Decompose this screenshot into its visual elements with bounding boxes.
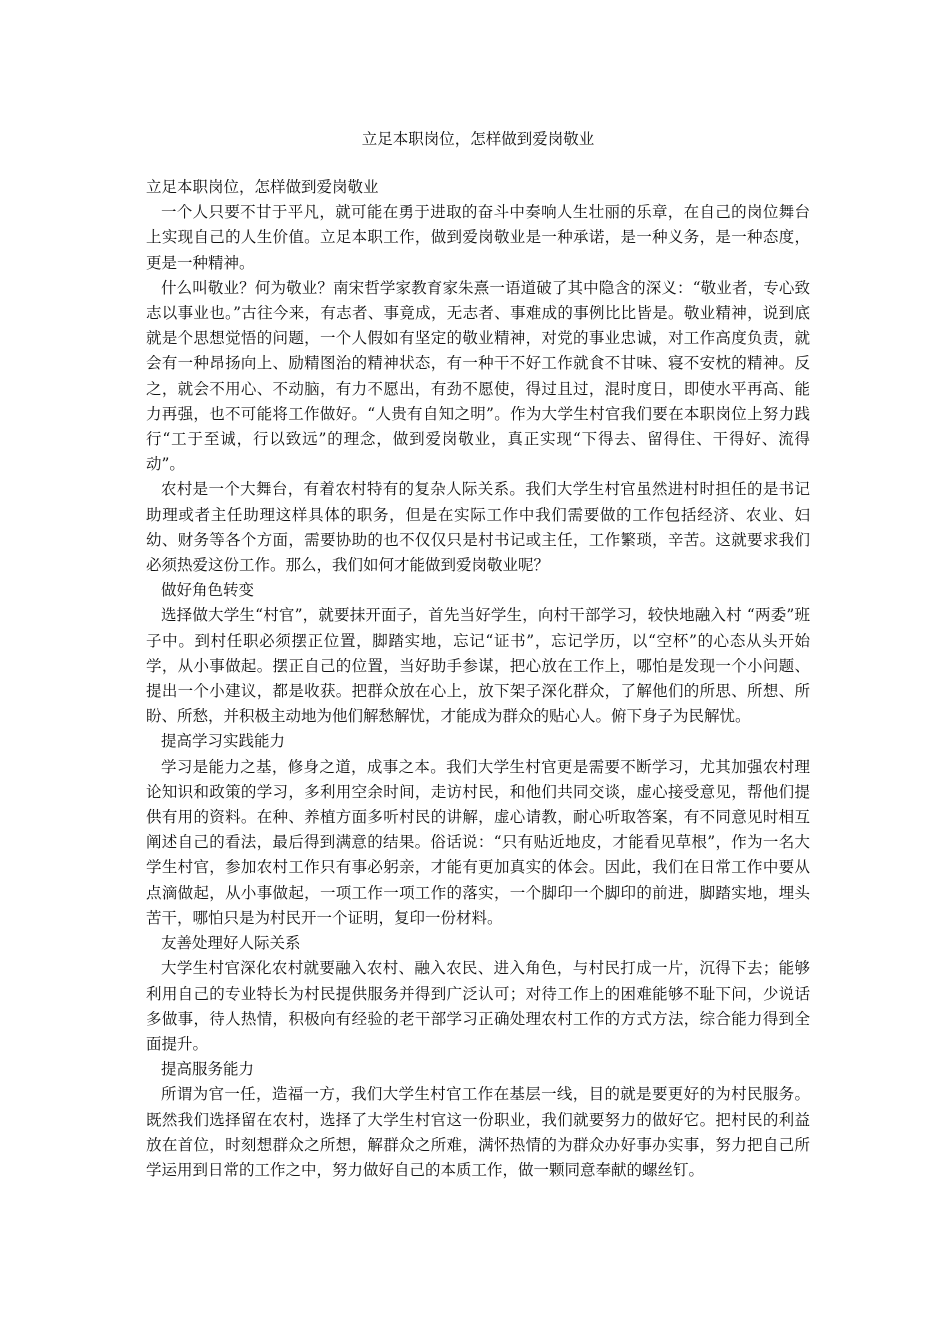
paragraph-learning: 学习是能力之基，修身之道，成事之本。我们大学生村官更是需要不断学习，尤其加强农村理论知识和政策的学习，多利用空余时间，走访村民，和他们共同交谈，虚心接受意见，帮他们提供有用的资料。在种、养植方面多听村民的讲解，虚心请教，耐心听取答案，有不同意见时相互阐述自己的看法，最后得到满意的结果。俗话说：“只有贴近地皮，才能看见草根”，作为一名大学生村官，参加农村工作只有事必躬亲，才能有更加真实的体会。因此，我们在日常工作中要从点滴做起，从小事做起，一项工作一项工作的落实，一个脚印一个脚印的前进，脚踏实地，埋头苦干，哪怕只是为村民开一个证明，复印一份材料。: [146, 757, 810, 927]
section-heading-learning: 提高学习实践能力: [161, 732, 286, 751]
paragraph-relations: 大学生村官深化农村就要融入农村、融入农民、进入角色，与村民打成一片，沉得下去；能够利用自己的专业特长为村民提供服务并得到广泛认可；对待工作上的困难能够不耻下问，少说话多做事，待人热情，积极向有经验的老干部学习正确处理农村工作的方式方法，综合能力得到全面提升。: [146, 959, 810, 1053]
section-heading-service: 提高服务能力: [161, 1060, 255, 1079]
section-heading-relations: 友善处理好人际关系: [161, 934, 301, 953]
paragraph-subtitle: 立足本职岗位，怎样做到爱岗敬业: [146, 178, 379, 196]
paragraph-role-change: 选择做大学生“村官”，就要抹开面子，首先当好学生，向村干部学习，较快地融入村 “两委”班子中。到村任职必须摆正位置，脚踏实地，忘记“证书”，忘记学历，以“空杯”的心态从头开始学，从小事做起。摆正自己的位置，当好助手参谋，把心放在工作上，哪怕是发现一个小问题、提出一个小建议，都是收获。把群众放在心上，放下架子深化群众，了解他们的所思、所想、所盼、所愁，并积极主动地为他们解愁解忧，才能成为群众的贴心人。俯下身子为民解忧。: [146, 606, 810, 726]
paragraph-what-is-dedication: 什么叫敬业？何为敬业？南宋哲学家教育家朱熹一语道破了其中隐含的深义：“敬业者，专心致志以事业也。”古往今来，有志者、事竟成，无志者、事难成的事例比比皆是。敬业精神，说到底就是个思想觉悟的问题，一个人假如有坚定的敬业精神，对党的事业忠诚，对工作高度负责，就会有一种昂扬向上、励精图治的精神状态，有一种干不好工作就食不甘味、寝不安枕的精神。反之，就会不用心、不动脑，有力不愿出，有劲不愿使，得过且过，混时度日，即使水平再高、能力再强，也不可能将工作做好。“人贵有自知之明”。作为大学生村官我们要在本职岗位上努力践行“工于至诚，行以致远”的理念，做到爱岗敬业，真正实现“下得去、留得住、干得好、流得动”。: [146, 278, 810, 474]
paragraph-rural-stage: 农村是一个大舞台，有着农村特有的复杂人际关系。我们大学生村官虽然进村时担任的是书记助理或者主任助理这样具体的职务，但是在实际工作中我们需要做的工作包括经济、农业、妇幼、财务等各个方面，需要协助的也不仅仅只是村书记或主任，工作繁琐，辛苦。这就要求我们必须热爱这份工作。那么，我们如何才能做到爱岗敬业呢？: [146, 480, 810, 575]
document-title: 立足本职岗位，怎样做到爱岗敬业: [361, 130, 595, 148]
document-body: [146, 175, 810, 1183]
paragraph-intro: 一个人只要不甘于平凡，就可能在勇于进取的奋斗中奏响人生壮丽的乐章，在自己的岗位舞台上实现自己的人生价值。立足本职工作，做到爱岗敬业是一种承诺，是一种义务，是一种态度，更是一种精神。: [146, 203, 810, 272]
section-heading-role-change: 做好角色转变: [161, 581, 255, 600]
paragraph-service: 所谓为官一任，造福一方，我们大学生村官工作在基层一线，目的就是要更好的为村民服务。既然我们选择留在农村，选择了大学生村官这一份职业，我们就要努力的做好它。把村民的利益放在首位，时刻想群众之所想，解群众之所难，满怀热情的为群众办好事办实事，努力把自己所学运用到日常的工作之中，努力做好自己的本质工作，做一颗同意奉献的螺丝钉。: [146, 1085, 810, 1179]
